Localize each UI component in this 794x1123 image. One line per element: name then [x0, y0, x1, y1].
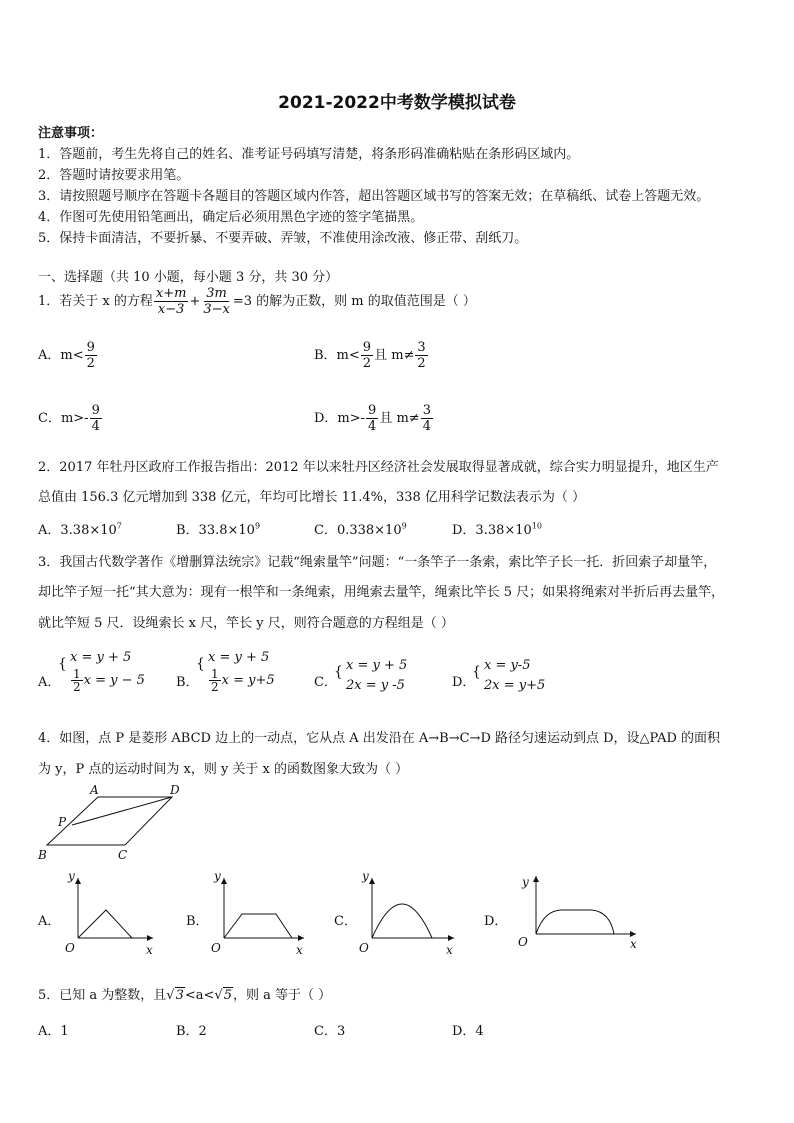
q4-graph-b [204, 870, 314, 960]
rhombus-figure [30, 780, 190, 864]
origin-label: O [65, 941, 75, 955]
equation-1: x = y + 5 [208, 650, 270, 665]
q2-option-c[interactable] [314, 519, 407, 538]
q4-option-b-label[interactable]: B． [186, 914, 209, 929]
q4-text-2: 为 y，P 点的运动时间为 x，则 y 关于 x 的函数图象大致为（ ） [38, 762, 409, 777]
q5-option-a[interactable]: A．1 [38, 1024, 69, 1039]
x-label: x [446, 943, 453, 957]
option-fraction [361, 340, 373, 371]
eq-fraction [209, 668, 221, 693]
frac-den: 4 [368, 419, 377, 434]
graph-curve [536, 910, 614, 934]
q5-option-c[interactable]: C．3 [314, 1024, 346, 1039]
equation-1: x = y + 5 [70, 650, 132, 665]
question-1: 1．若关于 x 的方程 $\frac{x+m}{x-3}$ + $\frac{3m}{3-x}$ =3 的解为正数，则 m 的取值范围是（ ） [38, 286, 476, 317]
q2-text-2: 总值由 156.3 亿元增加到 338 亿元，年均可比增长 11.4%，338 亿用科学记数法表示为（ ） [38, 490, 586, 505]
q5-option-d[interactable]: D．4 [452, 1024, 484, 1039]
option-mid: 且 m≠ [374, 348, 415, 363]
y-label: y [362, 870, 369, 883]
frac-num: 9 [91, 403, 100, 418]
q4-option-d-label[interactable]: D． [484, 914, 508, 929]
section-heading: 一、选择题（共 10 小题，每小题 3 分，共 30 分） [38, 270, 339, 285]
label-d: D [170, 783, 180, 797]
q1-option-c[interactable] [38, 403, 103, 434]
brace-icon: { [196, 656, 205, 672]
sqrt-icon: √ [214, 988, 223, 1003]
origin-label: O [518, 935, 528, 949]
x-label: x [146, 943, 153, 957]
frac-num: 1 [211, 667, 219, 681]
option-base: B．33.8×10 [176, 523, 255, 538]
label-b: B [38, 848, 47, 862]
q1-text: 1．若关于 x 的方程 [38, 294, 153, 309]
question-5 [38, 984, 331, 1003]
q2-text-1: 2．2017 年牡丹区政府工作报告指出：2012 年以来牡丹区经济社会发展取得显著成就，综合实力明显提升，地区生产 [38, 460, 719, 475]
origin-label: O [211, 941, 221, 955]
notice-item-5: 5．保持卡面清洁，不要折暴、不要弄破、弄皱，不准使用涂改液、修正带、刮纸刀。 [38, 231, 528, 246]
q2-option-a[interactable] [38, 519, 122, 538]
q5-text-end: ，则 a 等于（ ） [233, 988, 332, 1003]
option-exp: 10 [531, 521, 542, 531]
frac-num: 9 [86, 340, 95, 355]
notice-item-3: 3．请按照题号顺序在答题卡各题目的答题区域内作答，超出答题区域书写的答案无效；在草稿纸、试卷上答题无效。 [38, 189, 710, 204]
q1-option-d[interactable] [314, 403, 434, 434]
frac-den: 2 [73, 680, 81, 694]
option-label: A．m< [38, 348, 84, 363]
equation-1: x = y + 5 [346, 658, 408, 673]
frac-den: 2 [86, 356, 95, 371]
q1-text-end: =3 的解为正数，则 m 的取值范围是（ ） [232, 294, 476, 309]
notice-item-2: 2．答题时请按要求用笔。 [38, 168, 190, 183]
q2-option-d[interactable] [452, 519, 542, 538]
option-fraction [90, 403, 102, 434]
q4-graph-d [514, 870, 644, 960]
y-label: y [214, 870, 221, 883]
q5-mid: <a< [184, 988, 215, 1003]
frac-num: 3 [417, 340, 426, 355]
option-exp: 7 [116, 521, 122, 531]
q1-option-a[interactable] [38, 340, 98, 371]
q3-option-a-label[interactable]: A． [38, 675, 61, 690]
q3-option-c-label[interactable]: C． [314, 675, 337, 690]
notice-item-1: 1．答题前，考生先将自己的姓名、准考证号码填写清楚，将条形码准确粘贴在条形码区域内。 [38, 147, 580, 162]
option-label: C．m>- [38, 411, 89, 426]
q4-graph-a [58, 870, 158, 960]
option-base: C．0.338×10 [314, 523, 402, 538]
y-arrow-icon [533, 876, 539, 882]
option-base: A．3.38×10 [38, 523, 117, 538]
page-title: 2021-2022中考数学模拟试卷 [278, 93, 516, 113]
equation-2 [208, 668, 275, 693]
graph-curve [372, 904, 432, 938]
option-fraction [366, 403, 378, 434]
x-label: x [296, 943, 303, 957]
option-exp: 9 [401, 521, 407, 531]
q3-option-c-system [334, 656, 408, 696]
eq-fraction [71, 668, 83, 693]
q3-option-b-system [196, 648, 275, 694]
frac-num: 1 [73, 667, 81, 681]
q3-option-d-label[interactable]: D． [452, 675, 476, 690]
equation-2 [70, 668, 145, 693]
frac-den: 4 [91, 419, 100, 434]
y-arrow-icon [75, 878, 81, 884]
brace-icon: { [472, 664, 481, 680]
option-label: B．m< [314, 348, 360, 363]
option-fraction-2 [415, 340, 427, 371]
origin-label: O [359, 941, 369, 955]
graph-curve [224, 914, 292, 938]
notice-item-4: 4．作图可先使用铅笔画出，确定后必须用黑色字迹的签字笔描黑。 [38, 210, 424, 225]
x-arrow-icon [298, 935, 304, 941]
notice-heading: 注意事项： [38, 126, 104, 141]
q5-root-2: 5 [223, 988, 232, 1003]
q5-option-b[interactable]: B．2 [176, 1024, 207, 1039]
frac-den: 2 [417, 356, 426, 371]
q3-text-2: 却比竿子短一托“其大意为：现有一根竿和一条绳索，用绳索去量竿，绳索比竿长 5 尺；如果将绳索对半折后再去量竿， [38, 585, 725, 600]
label-p: P [58, 815, 67, 829]
q1-option-b[interactable] [314, 340, 429, 371]
option-fraction [85, 340, 97, 371]
q2-option-b[interactable] [176, 519, 260, 538]
label-a: A [90, 783, 99, 797]
q4-graph-c [352, 870, 462, 960]
option-base: D．3.38×10 [452, 523, 532, 538]
q3-text-3: 就比竿短 5 尺．设绳索长 x 尺，竿长 y 尺，则符合题意的方程组是（ ） [38, 616, 454, 631]
q1-fraction-1: $\frac{x+m}{x-3}$ [155, 286, 187, 317]
q1-fraction-2: $\frac{3m}{3-x}$ [203, 286, 230, 317]
brace-icon: { [58, 656, 67, 672]
q4-option-c-label[interactable]: C． [334, 914, 357, 929]
equation-2: 2x = y+5 [484, 678, 546, 693]
q4-option-a-label[interactable]: A． [38, 914, 61, 929]
q4-text-1: 4．如图，点 P 是菱形 ABCD 边上的一动点，它从点 A 出发沿在 A→B→C→D 路径匀速运动到点 D，设△PAD 的面积 [38, 731, 721, 746]
y-label: y [522, 875, 529, 889]
x-arrow-icon [448, 935, 454, 941]
y-arrow-icon [369, 878, 375, 884]
frac-den: 2 [211, 680, 219, 694]
x-label: x [630, 937, 637, 951]
x-arrow-icon [147, 935, 153, 941]
equation-2: 2x = y -5 [346, 678, 405, 693]
q5-root-1: 3 [175, 988, 184, 1003]
q3-option-a-system [58, 648, 145, 694]
q5-text: 5．已知 a 为整数，且 [38, 988, 167, 1003]
option-fraction-2 [421, 403, 433, 434]
eq-text: x = y+5 [221, 673, 275, 688]
frac-num: 9 [368, 403, 377, 418]
frac-den: 2 [362, 356, 372, 371]
equation-1: x = y-5 [484, 658, 531, 673]
segment-pd [72, 797, 172, 825]
q3-text-1: 3．我国古代数学著作《增删算法统宗》记载“绳索量竿”问题：“一条竿子一条索，索比竿子长一托．折回索子却量竿， [38, 555, 717, 570]
y-arrow-icon [221, 878, 227, 884]
frac-num: 3 [422, 403, 431, 418]
frac-den: 4 [422, 419, 431, 434]
q3-option-d-system [472, 656, 546, 696]
option-label: D．m>- [314, 411, 366, 426]
q3-option-b-label[interactable]: B． [176, 675, 199, 690]
option-exp: 9 [254, 521, 261, 531]
y-label: y [68, 870, 75, 883]
option-mid: 且 m≠ [379, 411, 420, 426]
brace-icon: { [334, 664, 343, 680]
graph-curve [78, 910, 132, 938]
eq-text: x = y − 5 [83, 673, 145, 688]
frac-num: 9 [362, 340, 372, 355]
sqrt-icon: √ [166, 988, 175, 1003]
label-c: C [118, 848, 128, 862]
